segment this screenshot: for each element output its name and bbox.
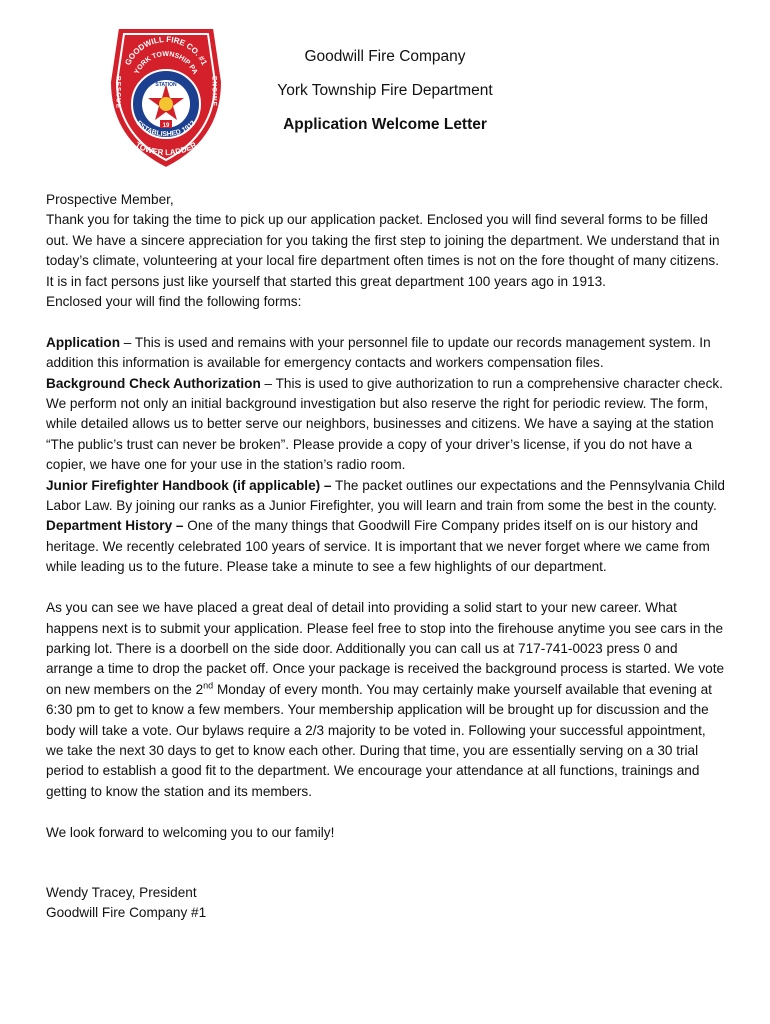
letter-body: [46, 190, 726, 924]
ordinal-suffix: nd: [203, 680, 214, 691]
logo-left-text: RESCUE: [114, 76, 122, 110]
form-item-junior-handbook: [46, 476, 726, 517]
intro-paragraph: Thank you for taking the time to pick up our application packet. Enclosed you will find several forms to be filled out. We have a sincere appreciation for you taking the first step to joining the department. We understand that in today’s climate, volunteering at your local fire department often times is not on the fore thought of many citizens. It is in fact persons just like yourself that started this great department 100 years ago in 1913.: [46, 212, 720, 289]
next-steps-text-b: Monday of every month. You may certainly make yourself available that evening at 6:30 pm to get to know a few members. Your membership application will be brought up for discussion and the body will take a vote. Our bylaws require a 2/3 majority to be voted in. Following your successful appointment, we take the next 30 days to get to know each other. During that time, you are essentially serving on a 30 trial period to establish a good fit to the department. We encourage your attendance at all functions, trainings and getting to know the station and its members.: [46, 681, 712, 799]
logo-mid-text: YORK TOWNSHIP PA: [133, 50, 199, 76]
logo-number: 19: [162, 123, 170, 129]
form-name: Application: [46, 334, 121, 350]
company-name: Goodwill Fire Company: [304, 48, 466, 65]
fire-company-logo: [104, 22, 228, 172]
form-desc: The packet outlines our expectations and the Pennsylvania Child Labor Law. By joining our ranks as a Junior Firefighter, you will learn and train from some the best in the county.: [46, 477, 725, 514]
form-sep: –: [260, 375, 276, 391]
form-sep: –: [120, 334, 135, 350]
form-item-application: [46, 333, 726, 374]
closing-line: We look forward to welcoming you to our family!: [46, 824, 335, 840]
form-item-department-history: [46, 516, 726, 577]
next-steps-text-a: As you can see we have placed a great deal of detail into providing a solid start to your new career. What happens next is to submit your application. Please feel free to stop into the firehouse anytime you see cars in the parking lot. There is a doorbell on the side door. Additionally you can call us at 717-741-0023 press 0 and arrange a time to drop the packet off. Once your package is received the background process is started. We vote on new members on the 2: [46, 600, 725, 697]
form-desc: One of the many things that Goodwill Fire Company prides itself on is our history and heritage. We recently celebrated 100 years of service. It is important that we never forget where we came from while leading us to the future. Please take a minute to see a few highlights of our department.: [46, 518, 710, 575]
form-name: Background Check Authorization: [46, 375, 261, 391]
letter-title: Application Welcome Letter: [283, 116, 487, 133]
logo-established: ESTABLISHED 1913: [134, 119, 198, 139]
next-steps-paragraph: [46, 598, 726, 802]
signer-organization: Goodwill Fire Company #1: [46, 905, 207, 921]
logo-station-label: STATION: [155, 82, 177, 88]
logo-bottom-text: TOWER LADDER: [133, 140, 199, 158]
form-item-background-check: [46, 374, 726, 476]
signer-name: Wendy Tracey, President: [46, 884, 197, 900]
logo-top-text: GOODWILL FIRE CO. #1: [123, 34, 209, 67]
form-desc: This is used and remains with your personnel file to update our records management system. In addition this information is available for emergency contacts and workers compensation files.: [46, 334, 711, 371]
salutation: Prospective Member,: [46, 192, 174, 207]
forms-intro: Enclosed your will find the following forms:: [46, 294, 302, 310]
form-name: Department History –: [46, 518, 184, 534]
form-name: Junior Firefighter Handbook (if applicable) –: [46, 477, 332, 493]
department-name: York Township Fire Department: [277, 82, 493, 99]
form-desc: This is used to give authorization to run a comprehensive character check. We perform not only an initial background investigation but also reserve the right for periodic review. The form, while detailed allows us to better serve our neighbors, businesses and citizens. We have a saying at the station “The public’s trust can never be broken”. Please provide a copy of your driver’s license, if you do not have a copier, we have one for your use in the station’s radio room.: [46, 375, 723, 473]
logo-right-text: ENGINE: [210, 76, 218, 107]
